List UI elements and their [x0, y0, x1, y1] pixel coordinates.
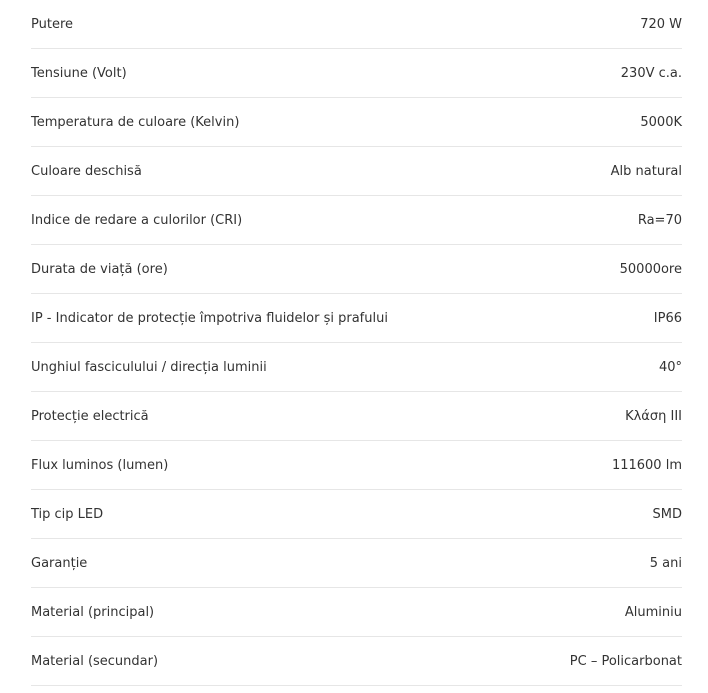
- spec-value: 40°: [658, 359, 682, 375]
- spec-value: 5000K: [640, 114, 682, 130]
- spec-value: SMD: [652, 506, 682, 522]
- spec-label: IP - Indicator de protecție împotriva fluidelor și prafului: [31, 310, 388, 326]
- spec-label: Indice de redare a culorilor (CRI): [31, 212, 243, 228]
- spec-row-beam-angle: [31, 343, 682, 392]
- spec-label: Unghiul fasciculului / direcția luminii: [31, 359, 267, 375]
- spec-value: IP66: [653, 310, 682, 326]
- spec-value: Ra=70: [637, 212, 682, 228]
- spec-row-material-primary: [31, 588, 682, 637]
- spec-value: Alb natural: [610, 163, 682, 179]
- spec-label: Durata de viață (ore): [31, 261, 168, 277]
- spec-row-luminous-flux: [31, 441, 682, 490]
- spec-label: Material (principal): [31, 604, 155, 620]
- spec-row-material-secondary: [31, 637, 682, 686]
- spec-label: Tensiune (Volt): [31, 65, 127, 81]
- spec-row-lifetime: [31, 245, 682, 294]
- spec-row-cri: [31, 196, 682, 245]
- spec-value: 720 W: [640, 16, 682, 32]
- spec-label: Protecție electrică: [31, 408, 149, 424]
- specifications-table: [31, 0, 682, 686]
- spec-label: Temperatura de culoare (Kelvin): [31, 114, 240, 130]
- spec-label: Tip cip LED: [31, 506, 104, 522]
- spec-value: PC – Policarbonat: [569, 653, 682, 669]
- spec-value: 50000ore: [619, 261, 682, 277]
- spec-value: Κλάση III: [625, 408, 682, 424]
- spec-row-electrical-protection: [31, 392, 682, 441]
- spec-label: Flux luminos (lumen): [31, 457, 169, 473]
- spec-row-voltage: [31, 49, 682, 98]
- spec-row-led-chip-type: [31, 490, 682, 539]
- spec-value: 5 ani: [649, 555, 682, 571]
- spec-label: Garanție: [31, 555, 88, 571]
- spec-row-ip-rating: [31, 294, 682, 343]
- spec-row-power: [31, 0, 682, 49]
- spec-label: Material (secundar): [31, 653, 159, 669]
- spec-value: Aluminiu: [624, 604, 682, 620]
- spec-value: 230V c.a.: [620, 65, 682, 81]
- spec-row-warranty: [31, 539, 682, 588]
- spec-label: Putere: [31, 16, 74, 32]
- spec-row-color-temperature: [31, 98, 682, 147]
- spec-label: Culoare deschisă: [31, 163, 142, 179]
- spec-value: 111600 lm: [611, 457, 682, 473]
- spec-row-light-color: [31, 147, 682, 196]
